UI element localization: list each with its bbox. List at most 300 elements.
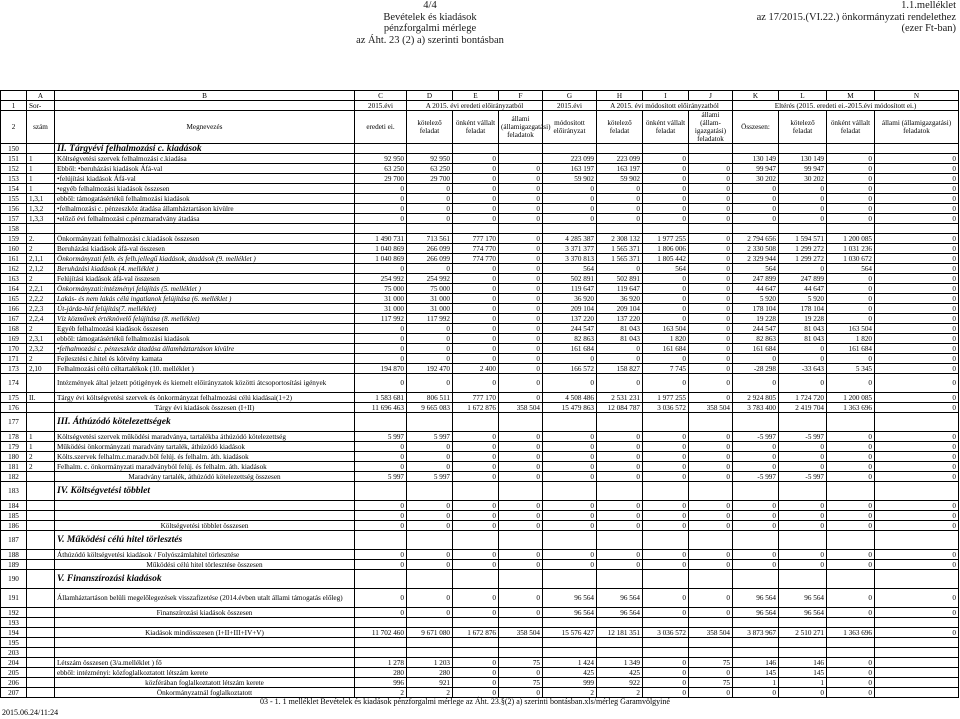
value-cell: 0 [827,354,875,364]
row-code [27,638,55,648]
row-number: 1 [1,101,27,111]
value-cell: 0 [643,154,689,164]
value-cell: 0 [827,678,875,688]
value-cell [499,570,543,589]
value-cell: 0 [453,294,499,304]
value-cell: 0 [875,452,959,462]
value-cell: 0 [875,314,959,324]
value-cell: 145 [733,668,779,678]
value-cell [355,224,407,234]
value-cell: 0 [499,432,543,442]
value-cell: 163 197 [543,164,597,174]
value-cell: 0 [453,501,499,511]
value-cell: 0 [407,550,453,560]
col-kn-header: Eltérés (2015. eredeti ei.-2015.évi módosított ei.) [733,101,959,111]
value-cell [733,618,779,628]
row-code: 2,2,4 [27,314,55,324]
value-cell: 0 [643,284,689,294]
value-cell: 0 [407,354,453,364]
row-label: •egyéb felhalmozási kiadások összesen [55,184,355,194]
row-label: Lakás- és nem lakás célú ingatlanok felújítása (6. melléklet ) [55,294,355,304]
value-cell: 0 [499,174,543,184]
value-cell: 0 [689,244,733,254]
table-row [1,334,959,344]
doc-title: Bevételek és kiadások [383,11,477,23]
table-row [1,511,959,521]
table-row [1,482,959,501]
row-label: Önkormányzati felhalmozási c.kiadások összesen [55,234,355,244]
value-cell: 161 684 [827,344,875,354]
row-code: 2 [27,244,55,254]
value-cell: 0 [407,324,453,334]
row-label: Létszám összesen (3/a.melléklet ) fő [55,658,355,668]
value-cell: 806 511 [407,393,453,403]
value-cell: 3 036 572 [643,403,689,413]
column-subheader: önként vállalt feladat [827,111,875,144]
value-cell: 0 [733,354,779,364]
value-cell [689,531,733,550]
value-cell: 0 [543,472,597,482]
value-cell: 0 [827,462,875,472]
value-cell: 1 672 876 [453,403,499,413]
column-subheader: állami (államigazgatási) feladatok [499,111,543,144]
value-cell: 99 947 [779,164,827,174]
value-cell: 0 [689,354,733,364]
value-cell: 0 [453,374,499,393]
value-cell [643,648,689,658]
row-label: ebből: támogatásértékű felhalmozási kiadások [55,334,355,344]
value-cell: 0 [689,194,733,204]
value-cell: 0 [543,462,597,472]
value-cell: 0 [499,234,543,244]
row-number: 171 [1,354,27,364]
value-cell [733,482,779,501]
value-cell [597,224,643,234]
value-cell [689,648,733,658]
value-cell: 209 104 [543,304,597,314]
value-cell: 0 [875,284,959,294]
value-cell: 0 [689,174,733,184]
value-cell: -5 997 [779,432,827,442]
row-code [27,658,55,668]
value-cell [875,638,959,648]
value-cell [827,570,875,589]
value-cell: 0 [689,294,733,304]
value-cell: 0 [643,511,689,521]
value-cell: 96 564 [543,608,597,618]
value-cell: 1 820 [827,334,875,344]
value-cell: 0 [499,264,543,274]
value-cell [875,688,959,698]
value-cell [543,482,597,501]
table-row [1,304,959,314]
row-number: 150 [1,144,27,154]
value-cell: 0 [543,374,597,393]
value-cell: 358 504 [689,628,733,638]
row-code [27,374,55,393]
value-cell [355,144,407,154]
table-row [1,618,959,628]
value-cell: 266 099 [407,244,453,254]
value-cell: 0 [733,550,779,560]
value-cell [543,413,597,432]
value-cell: 0 [875,354,959,364]
value-cell: 0 [875,344,959,354]
row-number: 190 [1,570,27,589]
value-cell: 0 [355,560,407,570]
value-cell: 266 099 [407,254,453,264]
row-label: Költségvetési szervek felhalmozási c.kiadása [55,154,355,164]
value-cell [407,531,453,550]
table-row [1,688,959,698]
value-cell: 0 [875,164,959,174]
value-cell: 1 805 442 [643,254,689,264]
value-cell: 1 820 [643,334,689,344]
value-cell: 0 [543,501,597,511]
value-cell: 0 [779,264,827,274]
value-cell: 5 997 [407,472,453,482]
value-cell: 0 [827,521,875,531]
value-cell: 0 [875,608,959,618]
row-code [27,531,55,550]
value-cell: 1 040 869 [355,244,407,254]
row-label: Önkormányzatnál foglalkoztatott [55,688,355,698]
table-row [1,234,959,244]
row-code: 2. [27,234,55,244]
row-label: II. Tárgyévi felhalmozási c. kiadások [55,144,355,154]
value-cell: 0 [733,688,779,698]
value-cell: 0 [733,501,779,511]
value-cell: 0 [643,550,689,560]
table-row [1,244,959,254]
table-row [1,374,959,393]
value-cell: 0 [499,364,543,374]
value-cell: 0 [643,304,689,314]
value-cell: 0 [453,174,499,184]
value-cell: 0 [643,184,689,194]
value-cell: 0 [643,174,689,184]
value-cell: 0 [827,432,875,442]
annex-number: 1.1.melléklet [901,0,956,11]
value-cell [543,144,597,154]
value-cell: 0 [689,304,733,314]
value-cell [355,648,407,658]
value-cell: 0 [689,393,733,403]
value-cell: 0 [453,204,499,214]
row-number: 178 [1,432,27,442]
row-code [27,521,55,531]
page-number: 4/4 [423,0,437,11]
value-cell [689,144,733,154]
value-cell: 92 950 [407,154,453,164]
value-cell: 0 [643,442,689,452]
row-number: 194 [1,628,27,638]
value-cell: 0 [453,314,499,324]
value-cell: 0 [543,432,597,442]
value-cell: 0 [875,364,959,374]
value-cell: 0 [407,334,453,344]
value-cell: 0 [779,452,827,462]
value-cell: 2 [543,688,597,698]
value-cell: 774 770 [453,244,499,254]
value-cell: 0 [453,194,499,204]
value-cell [733,413,779,432]
value-cell: 0 [827,668,875,678]
value-cell: 0 [407,511,453,521]
value-cell: 0 [733,560,779,570]
value-cell: 12 181 351 [597,628,643,638]
row-label: Felhalm. c. önkormányzati maradványból felúj. és felhalm. áth. kiadások [55,462,355,472]
value-cell: 0 [875,501,959,511]
column-subheader: állami (állam-igazgatási) feladatok [689,111,733,144]
value-cell: 2 419 704 [779,403,827,413]
annex-ref-block [757,0,956,35]
value-cell: 0 [355,194,407,204]
value-cell: 0 [875,560,959,570]
value-cell: 0 [543,214,597,224]
value-cell: 0 [827,164,875,174]
value-cell: 0 [597,560,643,570]
value-cell: 29 700 [355,174,407,184]
value-cell [407,648,453,658]
value-cell [875,413,959,432]
value-cell: 192 470 [407,364,453,374]
value-cell: 1 977 255 [643,393,689,403]
value-cell: 564 [733,264,779,274]
row-label: •felhalmozási c. pénzeszköz átadása államháztartáson kívülre [55,344,355,354]
value-cell: 0 [875,264,959,274]
column-letter: B [55,91,355,101]
value-cell: 777 170 [453,393,499,403]
value-cell [827,648,875,658]
value-cell: 2 794 656 [733,234,779,244]
value-cell [543,648,597,658]
value-cell: 0 [453,472,499,482]
row-code [27,678,55,688]
value-cell [453,570,499,589]
value-cell: 161 684 [643,344,689,354]
row-label: Egyéb felhalmozási kiadások összesen [55,324,355,334]
value-cell [453,648,499,658]
value-cell: 0 [689,560,733,570]
value-cell: 0 [689,608,733,618]
value-cell: 0 [733,442,779,452]
value-cell: 9 665 083 [407,403,453,413]
value-cell [499,618,543,628]
value-cell: 0 [875,304,959,314]
value-cell: 1 031 236 [827,244,875,254]
value-cell: 2 329 944 [733,254,779,264]
value-cell [543,531,597,550]
value-cell [779,570,827,589]
value-cell: 15 479 863 [543,403,597,413]
value-cell: 75 [499,678,543,688]
value-cell: 2 531 231 [597,393,643,403]
value-cell [779,638,827,648]
value-cell: 0 [643,688,689,698]
value-cell: 0 [407,521,453,531]
value-cell: 0 [355,374,407,393]
value-cell: 96 564 [733,589,779,608]
value-cell: 119 647 [597,284,643,294]
value-cell: 178 104 [733,304,779,314]
value-cell: 82 863 [543,334,597,344]
table-row [1,164,959,174]
value-cell: 223 099 [543,154,597,164]
value-cell: 0 [453,214,499,224]
value-cell: 0 [733,462,779,472]
value-cell: 0 [453,354,499,364]
file-footer: 03 - 1. 1 melléklet Bevételek és kiadások pénzforgalmi mérlege az Áht. 23.§(2) a) szerinti bontásban.xls/mérleg Garamvölgyiné [260,697,670,706]
value-cell: 0 [733,214,779,224]
row-label: ebből: támogatásértékű felhalmozási kiadások [55,194,355,204]
row-label: •felújítási kiadások Áfá-val [55,174,355,184]
value-cell: 0 [827,374,875,393]
row-number: 157 [1,214,27,224]
table-row [1,274,959,284]
value-cell: 0 [355,324,407,334]
value-cell: 0 [643,452,689,462]
value-cell: 0 [453,668,499,678]
value-cell: 0 [499,214,543,224]
value-cell: 0 [597,194,643,204]
value-cell: -28 298 [733,364,779,374]
value-cell: 0 [499,274,543,284]
doc-title-block [300,0,560,46]
row-code: 1 [27,154,55,164]
value-cell: 0 [689,284,733,294]
value-cell: 137 220 [543,314,597,324]
value-cell: 82 863 [733,334,779,344]
row-number: 181 [1,462,27,472]
value-cell: 0 [643,432,689,442]
table-row [1,452,959,462]
row-code: 2,3,2 [27,344,55,354]
value-cell: 81 043 [597,324,643,334]
value-cell: 0 [453,164,499,174]
value-cell [407,144,453,154]
value-cell: 0 [689,264,733,274]
row-code: 1,3,3 [27,214,55,224]
column-letter: H [597,91,643,101]
value-cell: 1 349 [597,658,643,668]
table-row [1,413,959,432]
value-cell: 0 [689,472,733,482]
value-cell: 0 [875,511,959,521]
value-cell: 0 [779,560,827,570]
row-number: 187 [1,531,27,550]
row-number: 160 [1,244,27,254]
table-row [1,608,959,618]
value-cell [407,570,453,589]
value-cell [355,638,407,648]
row-number: 195 [1,638,27,648]
value-cell: 0 [499,204,543,214]
value-cell: 0 [453,658,499,668]
row-code: II. [27,393,55,403]
value-cell: 0 [499,608,543,618]
value-cell: 5 997 [407,432,453,442]
value-cell: 0 [779,214,827,224]
value-cell: 2 [407,688,453,698]
row-number: 155 [1,194,27,204]
row-label: ebből: intézményi: közfoglalkoztatott létszám kerete [55,668,355,678]
row-label: Út-járda-híd felújítás(7. melléklet) [55,304,355,314]
value-cell: 0 [597,374,643,393]
row-code [27,501,55,511]
table-row [1,472,959,482]
row-code: 2,2,3 [27,304,55,314]
value-cell: 0 [499,374,543,393]
value-cell [597,144,643,154]
value-cell: 0 [875,334,959,344]
value-cell [453,482,499,501]
value-cell: 0 [407,374,453,393]
value-cell: 0 [733,374,779,393]
value-cell: 0 [355,442,407,452]
row-label: Intézmények által jelzett pótigények és kiemelt előirányzatok közötti átcsoportosítási igények [55,374,355,393]
table-row [1,294,959,304]
value-cell: 0 [827,589,875,608]
row-number: 153 [1,174,27,184]
row-label: Költségvetési többlet összesen [55,521,355,531]
value-cell: 0 [875,589,959,608]
row-code [27,688,55,698]
table-row [1,462,959,472]
table-row [1,174,959,184]
value-cell [597,413,643,432]
value-cell: 358 504 [499,628,543,638]
value-cell: 0 [407,344,453,354]
value-cell [779,413,827,432]
row-number: 152 [1,164,27,174]
value-cell [453,531,499,550]
table-row [1,344,959,354]
value-cell [355,570,407,589]
value-cell: 0 [453,511,499,521]
value-cell: 0 [875,432,959,442]
value-cell: 0 [499,688,543,698]
value-cell [407,618,453,628]
row-label: Áthúzódó költségvetési kiadások / Folyószámlahitel törlesztése [55,550,355,560]
value-cell: 5 997 [355,432,407,442]
value-cell: 0 [407,608,453,618]
row-label: III. Áthúzódó kötelezettségek [55,413,355,432]
column-subheader: kötelező feladat [407,111,453,144]
value-cell: 0 [499,393,543,403]
value-cell: 1 278 [355,658,407,668]
value-cell: 158 827 [597,364,643,374]
value-cell: 5 345 [827,364,875,374]
value-cell: 0 [689,364,733,374]
value-cell: 0 [875,184,959,194]
value-cell: 0 [355,184,407,194]
value-cell: 0 [875,274,959,284]
value-cell: 0 [499,344,543,354]
value-cell: 75 [499,658,543,668]
value-cell: 0 [355,521,407,531]
value-cell: 0 [499,314,543,324]
value-cell [875,658,959,668]
header-row-2 [1,111,959,144]
value-cell [597,531,643,550]
value-cell: 0 [453,608,499,618]
value-cell: 0 [875,374,959,393]
value-cell: 0 [453,560,499,570]
row-label: Önkormányzati felh. és felh.jellegű kiadások, átadások (9. melléklet ) [55,254,355,264]
value-cell: 5 997 [355,472,407,482]
value-cell: 0 [499,452,543,462]
